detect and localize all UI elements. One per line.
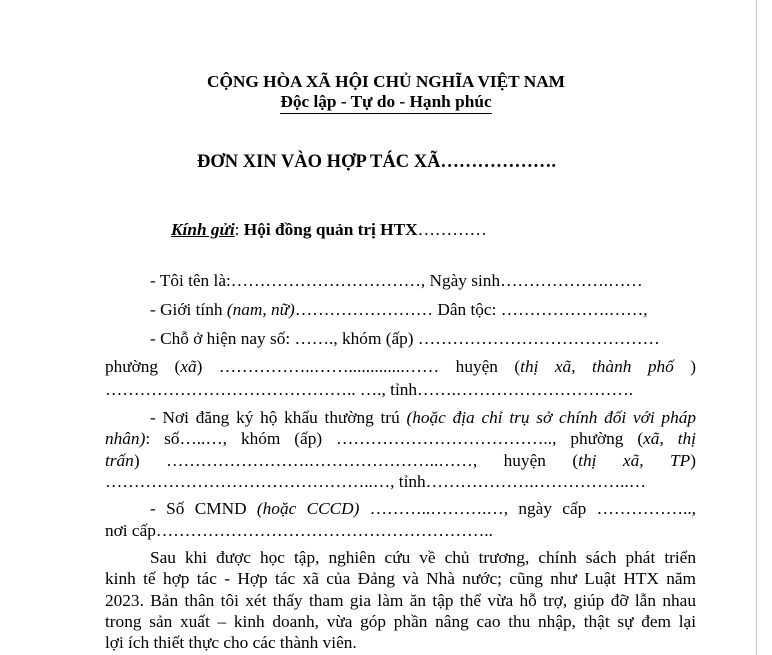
id-place-line: nơi cấp………………………………………………….. (105, 521, 493, 540)
registration-hint-end: nhân) (105, 429, 146, 448)
motto: Độc lập - Tự do - Hạnh phúc (280, 92, 491, 114)
recipient-value: Hội đồng quản trị HTX (239, 220, 418, 239)
registration-line-1 (150, 408, 696, 428)
district-label: ) ……………..…….............…… huyện ( (196, 357, 521, 376)
gender-field-line (150, 300, 648, 320)
ethnicity-label: …………………… Dân tộc: ……………….……, (294, 300, 648, 319)
body-line-2: kinh tế hợp tác - Hợp tác xã của Đảng và Nhà nước; cũng như Luật HTX năm (105, 569, 696, 588)
registration-line-2 (105, 429, 696, 449)
registration-ward-hint: xã, thị (643, 429, 696, 448)
gender-label: - Giới tính (150, 300, 227, 319)
body-line-3: 2023. Bản thân tôi xét thấy tham gia làm ăn tập thể vừa hỗ trợ, giúp đỡ lẫn nhau (105, 591, 696, 610)
registration-line-3 (105, 451, 696, 471)
body-line-4: trong sản xuất – kinh doanh, vừa góp phần nâng cao thu nhập, thật sự đem lại (105, 612, 696, 631)
id-issue-date: ………..……….…, ngày cấp …………….., (359, 499, 696, 518)
name-field-line: - Tôi tên là:……………………………, Ngày sinh……………….…… (150, 271, 643, 290)
id-hint: (hoặc CCCD) (256, 499, 360, 518)
body-line-5: lợi ích thiết thực cho các thành viên. (105, 633, 357, 652)
registration-line-4: ………………………………………..…, tỉnh……………….……………..… (105, 472, 647, 491)
nation-heading: CỘNG HÒA XÃ HỘI CHỦ NGHĨA VIỆT NAM (207, 72, 565, 91)
body-line-1: Sau khi được học tập, nghiên cứu về chủ trương, chính sách phát triển (150, 548, 696, 567)
ward-label: phường ( (105, 357, 181, 376)
id-label: - Số CMND (150, 499, 257, 518)
registration-district-close: ) (690, 451, 696, 470)
registration-address: : số…..…, khóm (ấp) ……………………………….., phường ( (145, 429, 644, 448)
motto-line (0, 92, 772, 114)
district-close: ) (673, 357, 697, 376)
registration-district: ) …………………….…………………..……, huyện ( (133, 451, 579, 470)
registration-label: - Nơi đăng ký hộ khẩu thường trú (150, 408, 407, 427)
registration-hint: (hoặc địa chỉ trụ sở chính đối với pháp (406, 408, 696, 427)
id-field-line (150, 499, 696, 519)
recipient-line (171, 220, 487, 240)
recipient-label: Kính gửi (171, 220, 235, 239)
gender-hint: (nam, nữ) (226, 300, 295, 319)
province-field-line: …………………………………….. …., tỉnh…….…………………………. (105, 380, 634, 399)
recipient-dots: ………… (417, 220, 487, 239)
ward-hint: xã (180, 357, 197, 376)
residence-field-line: - Chỗ ở hiện nay số: ……., khóm (ấp) …………………………………… (150, 329, 660, 348)
form-title: ĐƠN XIN VÀO HỢP TÁC XÃ………………. (197, 152, 557, 172)
registration-district-hint: thị xã, TP (578, 451, 691, 470)
ward-field-line (105, 357, 696, 377)
recipient-colon: : (234, 220, 240, 239)
district-hint: thị xã, thành phố (520, 357, 674, 376)
registration-ward-hint-end: trấn (105, 451, 134, 470)
